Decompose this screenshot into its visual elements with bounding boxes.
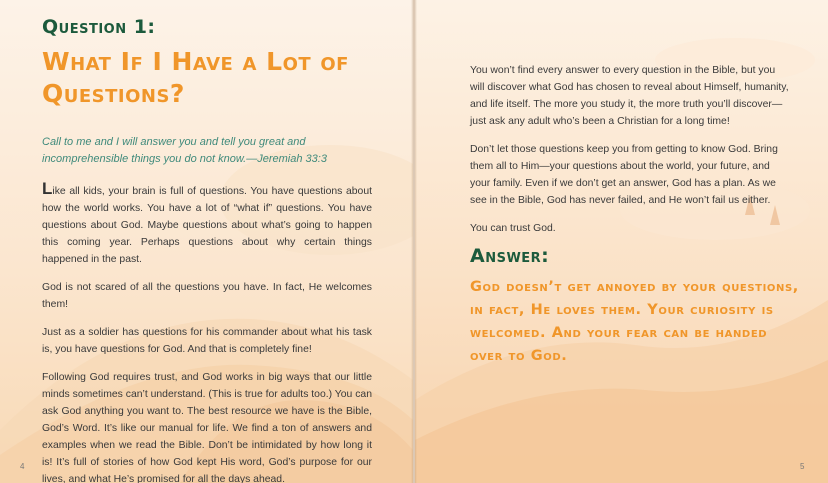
left-paragraph-2: God is not scared of all the questions you have. In fact, He welcomes them! [42, 282, 372, 310]
page-number-right: 5 [800, 462, 805, 471]
scripture-verse: Call to me and I will answer you and tell you great and incomprehensible things you do not know.—Jeremiah 33:3 [42, 136, 327, 165]
answer-text: God doesn’t get annoyed by your questions, in fact, He loves them. Your curiosity is welcomed. And your fear can be handed over to God. [470, 279, 799, 364]
question-label: Question 1: [42, 16, 156, 38]
drop-cap: L [42, 179, 53, 198]
right-body-text [470, 62, 790, 248]
left-paragraph-4: Following God requires trust, and God works in big ways that our little minds sometimes can’t understand. (This is true for adults too.) You can ask God anything you want to. The best resource we have is the Bible, God’s Word. It’s like our manual for life. We find a ton of answers and examples when we read the Bible. Don’t be intimidated by how long it is! It’s full of stories of how God kept His word, God’s purpose for our lives, and what He’s promised for all the days ahead. [42, 372, 372, 483]
right-paragraph-1: You won’t find every answer to every question in the Bible, but you will discover what God has chosen to reveal about Himself, humanity, and life itself. The more you study it, the more truth you’ll discover—just ask any adult who’s been a Christian for a long time! [470, 65, 789, 127]
answer-label: Answer: [470, 245, 550, 267]
left-paragraph-1 [42, 180, 372, 268]
question-title: What If I Have a Lot of Questions? [42, 47, 349, 108]
left-body-text [42, 180, 372, 483]
right-paragraph-3: You can trust God. [470, 223, 556, 234]
left-paragraph-1-text: ike all kids, your brain is full of questions. You have questions about how the world works. You have a lot of “what if” questions. You have questions about God. Maybe questions about what’s going to happen this coming year. Perhaps questions about why certain things happened in the past. [42, 186, 372, 265]
right-paragraph-2: Don’t let those questions keep you from getting to know God. Bring them all to Him—your questions about the world, your future, and your family. Even if we don’t get an answer, God has a plan. As we see in the Bible, God has never failed, and He won’t fail us either. [470, 144, 778, 206]
left-paragraph-3: Just as a soldier has questions for his commander about what his task is, you have questions for God. And that is completely fine! [42, 327, 372, 355]
page-number-left: 4 [20, 462, 25, 471]
book-gutter [411, 0, 417, 483]
